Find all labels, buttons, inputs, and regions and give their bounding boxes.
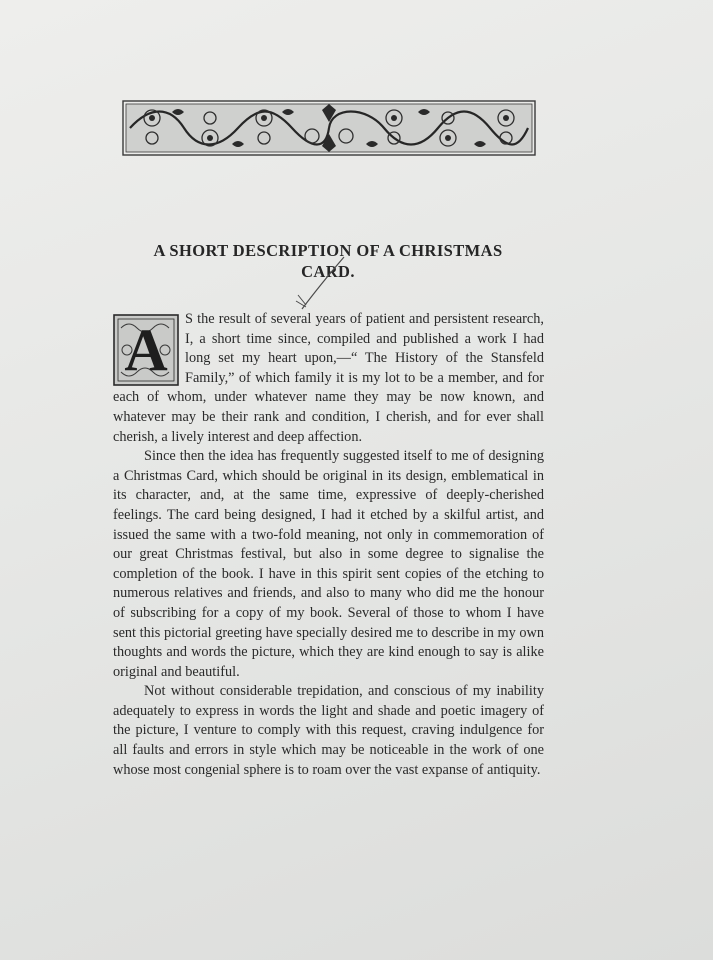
drop-cap xyxy=(113,314,179,386)
paragraph-1-text: S the result of several years of patient and persistent research, I, a short time since, compiled and published a work I had long set my heart upon,—“ The History of the Stansfeld Family,” of which family it is my lot to be a member, and for each of whom, under whatever name they may be now known, and whatever may be their rank and condition, I cherish, and for ever shall cherish, a lively interest and deep affection. xyxy=(113,311,544,445)
body-text xyxy=(113,310,544,780)
dropcap-letter: A xyxy=(124,317,168,383)
title-line-2: CARD. xyxy=(301,262,355,281)
paragraph-2: Since then the idea has frequently suggested itself to me of designing a Christmas Card, which should be original in its design, emblematical in its character, and, at the same time, expressive of deeply-cherished feelings. The card being designed, I had it etched by a skilful artist, and issued the same with a two-fold meaning, not only in commemoration of our great Christmas festival, but also in some degree to signalise the completion of the book. I have in this spirit sent copies of the etching to numerous relatives and friends, and also to many who did me the honour of subscribing for a copy of my book. Several of those to whom I have sent this pictorial greeting have specially desired me to describe in my own thoughts and words the picture, which they are kind enough to say is alike original and beautiful. xyxy=(113,448,544,680)
paragraph-3: Not without considerable trepidation, and conscious of my inability adequately to express in words the light and shade and poetic imagery of the picture, I venture to comply with this request, craving indulgence for all faults and errors in style which may be noticeable in the work of one whose most congenial sphere is to roam over the vast expanse of antiquity. xyxy=(113,683,544,778)
paragraph-1 xyxy=(113,310,544,447)
pencil-mark-icon xyxy=(286,255,356,315)
title-line-1: A SHORT DESCRIPTION OF A CHRISTMAS xyxy=(153,241,503,260)
ornamental-headpiece-icon xyxy=(122,100,536,156)
